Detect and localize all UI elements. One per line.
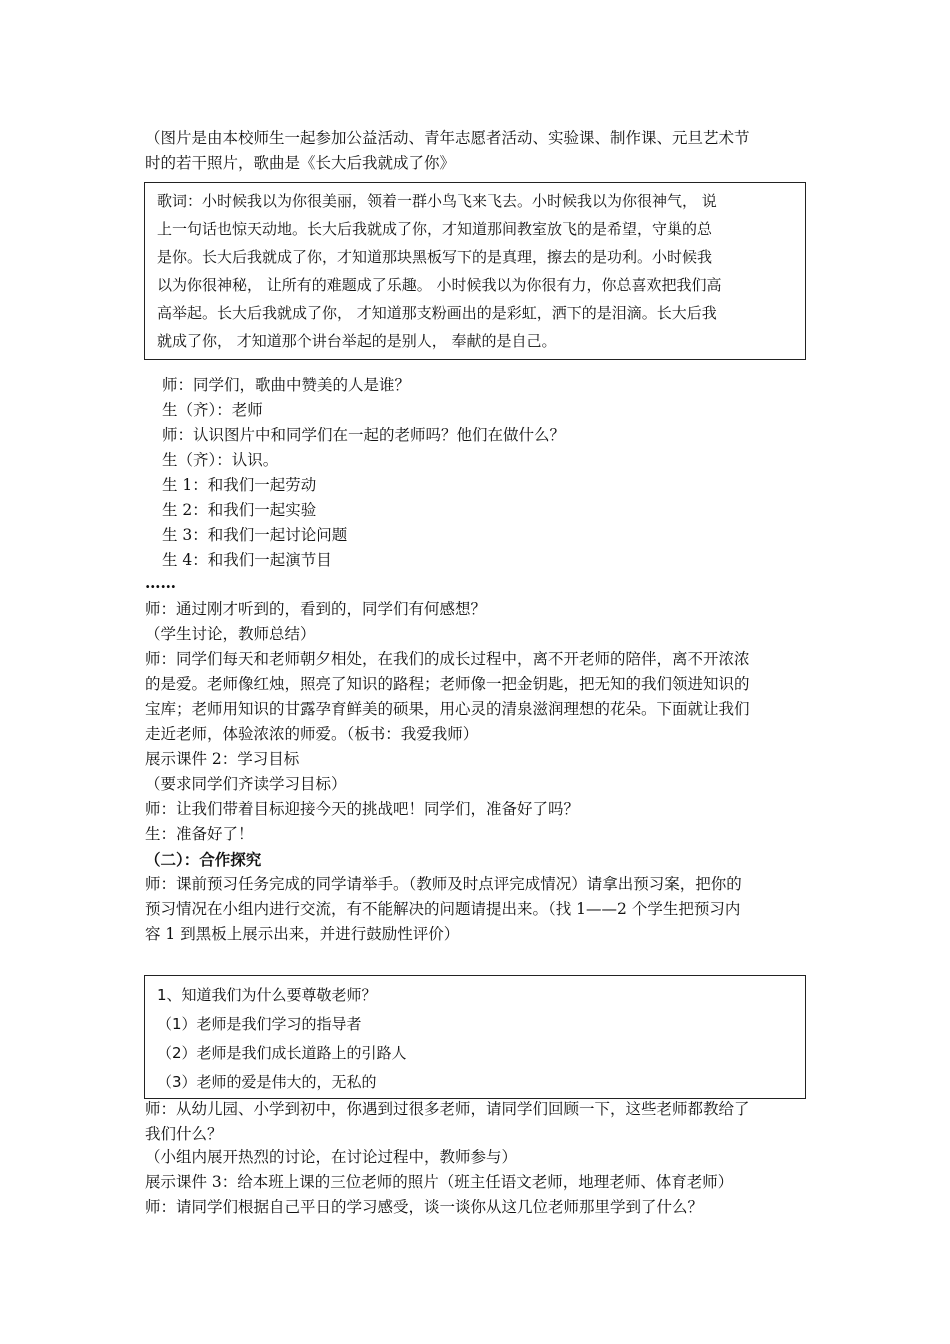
dialogue-line: 生（齐）：认识。: [162, 451, 279, 469]
ellipsis: ……: [145, 573, 176, 592]
lyrics-box: [144, 182, 806, 360]
intro-line: 时的若干照片，歌曲是《长大后我就成了你》: [145, 154, 456, 172]
paragraph-line: 生：准备好了！: [145, 825, 254, 843]
dialogue-line: 师：同学们，歌曲中赞美的人是谁？: [162, 376, 411, 394]
dialogue-line: 生 1：和我们一起劳动: [162, 476, 317, 494]
dialogue-line: 生 2：和我们一起实验: [162, 501, 317, 519]
paragraph-line: 师：从幼儿园、小学到初中，你遇到过很多老师，请同学们回顾一下，这些老师都教给了: [145, 1100, 750, 1118]
dialogue-line: 生（齐）：老师: [162, 401, 263, 419]
section-heading: （二）：合作探究: [145, 850, 262, 869]
paragraph-line: 师：请同学们根据自己平日的学习感受，谈一谈你从这几位老师那里学到了什么？: [145, 1198, 704, 1216]
paragraph-line: （小组内展开热烈的讨论，在讨论过程中，教师参与）: [145, 1148, 518, 1166]
paragraph-line: 容 1 到黑板上展示出来，并进行鼓励性评价）: [145, 925, 460, 943]
paragraph-line: （学生讨论，教师总结）: [145, 625, 316, 643]
lyrics-line: 是你。长大后我就成了你，才知道那块黑板写下的是真理，擦去的是功利。小时候我: [157, 248, 713, 266]
paragraph-line: 宝库；老师用知识的甘露孕育鲜美的硕果，用心灵的清泉滋润理想的花朵。下面就让我们: [145, 700, 750, 718]
paragraph-line: 我们什么？: [145, 1125, 223, 1143]
paragraph-line: 师：课前预习任务完成的同学请举手。（教师及时点评完成情况）请拿出预习案，把你的: [145, 875, 742, 893]
paragraph-line: （要求同学们齐读学习目标）: [145, 775, 347, 793]
paragraph-line: 师：让我们带着目标迎接今天的挑战吧！同学们，准备好了吗？: [145, 800, 580, 818]
dialogue-line: 生 4：和我们一起演节目: [162, 551, 332, 569]
paragraph-line: 预习情况在小组内进行交流，有不能解决的问题请提出来。（找 1——2 个学生把预习内: [145, 900, 741, 918]
dialogue-line: 师：认识图片中和同学们在一起的老师吗？他们在做什么？: [162, 426, 566, 444]
lyrics-line: 上一句话也惊天动地。长大后我就成了你，才知道那间教室放飞的是希望，守巢的总: [157, 220, 713, 238]
lyrics-line: 就成了你， 才知道那个讲台举起的是别人， 奉献的是自己。: [157, 332, 557, 350]
paragraph-line: 师：同学们每天和老师朝夕相处，在我们的成长过程中，离不开老师的陪伴，离不开浓浓: [145, 650, 750, 668]
paragraph-line: 展示课件 2：学习目标: [145, 750, 300, 768]
question-line: （1）老师是我们学习的指导者: [157, 1015, 362, 1033]
dialogue-line: 生 3：和我们一起讨论问题: [162, 526, 348, 544]
paragraph-line: 师：通过刚才听到的，看到的，同学们有何感想？: [145, 600, 487, 618]
question-box: [144, 975, 806, 1099]
question-line: （3）老师的爱是伟大的，无私的: [157, 1073, 377, 1091]
lyrics-line: 以为你很神秘， 让所有的难题成了乐趣。 小时候我以为你很有力，你总喜欢把我们高: [157, 276, 722, 294]
paragraph-line: 展示课件 3：给本班上课的三位老师的照片（班主任语文老师，地理老师、体育老师）: [145, 1173, 734, 1191]
question-line: 1、知道我们为什么要尊敬老师？: [157, 986, 377, 1004]
paragraph-line: 的是爱。老师像红烛，照亮了知识的路程；老师像一把金钥匙，把无知的我们领进知识的: [145, 675, 750, 693]
lyrics-line: 高举起。长大后我就成了你， 才知道那支粉画出的是彩虹，洒下的是泪滴。长大后我: [157, 304, 717, 322]
lyrics-line: 歌词：小时候我以为你很美丽，领着一群小鸟飞来飞去。小时候我以为你很神气， 说: [157, 192, 717, 210]
intro-line: （图片是由本校师生一起参加公益活动、青年志愿者活动、实验课、制作课、元旦艺术节: [145, 129, 750, 147]
question-line: （2）老师是我们成长道路上的引路人: [157, 1044, 407, 1062]
paragraph-line: 走近老师，体验浓浓的师爱。（板书：我爱我师）: [145, 725, 479, 743]
